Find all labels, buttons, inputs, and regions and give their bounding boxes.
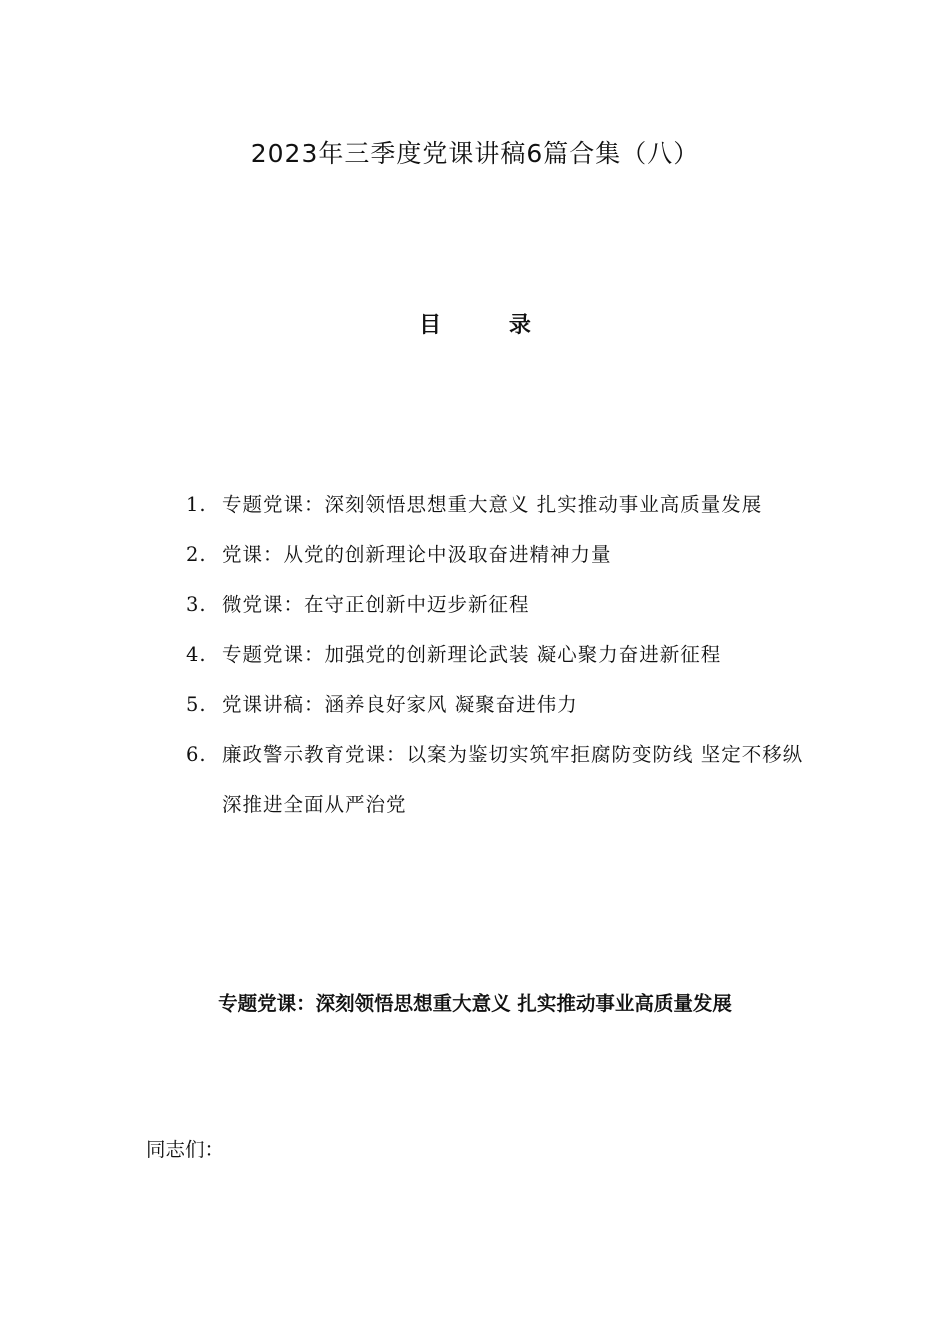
toc-item-text: 党课：从党的创新理论中汲取奋进精神力量: [222, 543, 612, 566]
toc-item-number: 6.: [186, 743, 207, 766]
toc-item-number: 3.: [186, 593, 207, 616]
toc-item-4: [186, 630, 816, 680]
toc-item-3: [186, 580, 816, 630]
toc-item-text: 专题党课：深刻领悟思想重大意义 扎实推动事业高质量发展: [222, 493, 763, 516]
toc-item-number: 5.: [186, 693, 207, 716]
document-title: 2023年三季度党课讲稿6篇合集（八）: [250, 139, 700, 168]
toc-item-number: 4.: [186, 643, 207, 666]
toc-item-text: 党课讲稿：涵养良好家风 凝聚奋进伟力: [222, 693, 578, 716]
table-of-contents: [186, 480, 816, 830]
toc-item-2: [186, 530, 816, 580]
toc-item-6: [186, 730, 816, 830]
toc-item-number: 1.: [186, 493, 207, 516]
toc-item-number: 2.: [186, 543, 207, 566]
toc-item-text: 廉政警示教育党课：以案为鉴切实筑牢拒腐防变防线 坚定不移纵深推进全面从严治党: [222, 743, 804, 816]
toc-item-text: 微党课：在守正创新中迈步新征程: [222, 593, 530, 616]
toc-item-text: 专题党课：加强党的创新理论武装 凝心聚力奋进新征程: [222, 643, 722, 666]
toc-heading: 目 录: [419, 313, 561, 338]
section-title: 专题党课：深刻领悟思想重大意义 扎实推动事业高质量发展: [218, 992, 732, 1015]
toc-item-5: [186, 680, 816, 730]
toc-item-1: [186, 480, 816, 530]
salutation: 同志们：: [146, 1138, 225, 1161]
